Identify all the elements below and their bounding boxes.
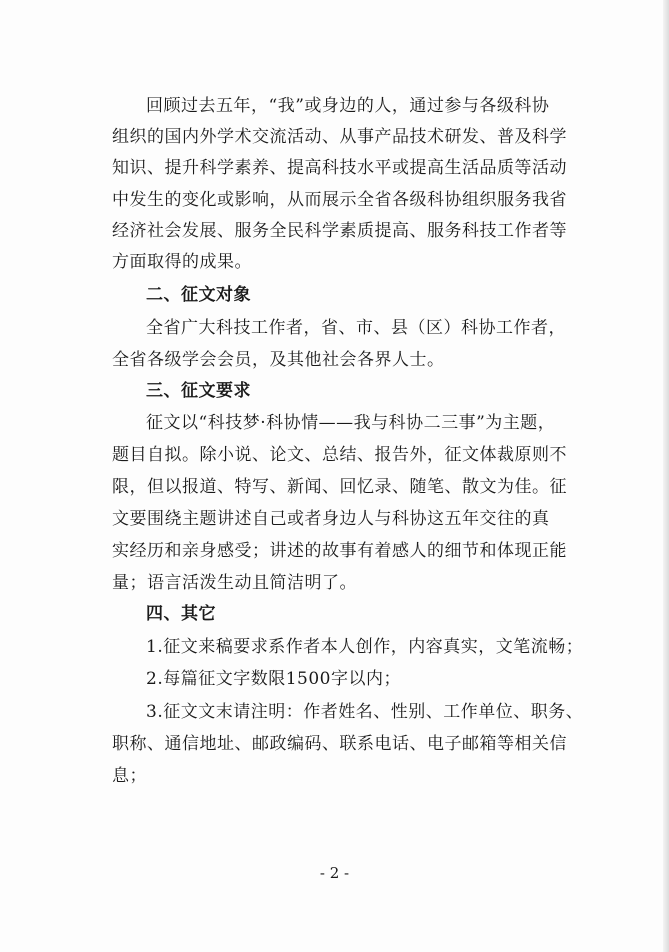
section-heading-participants: 二、征文对象 xyxy=(146,285,251,305)
paragraph-line: 限，但以报道、特写、新闻、回忆录、随笔、散文为佳。征 xyxy=(112,477,567,497)
paragraph-line: 中发生的变化或影响，从而展示全省各级科协组织服务我省 xyxy=(112,190,567,210)
paragraph-line: 全省各级学会会员，及其他社会各界人士。 xyxy=(112,350,445,370)
paragraph-line: 3.征文文末请注明：作者姓名、性别、工作单位、职务、 xyxy=(146,702,584,722)
paragraph-line: 知识、提升科学素养、提高科技水平或提高生活品质等活动 xyxy=(112,158,567,178)
paragraph-line: 文要围绕主题讲述自己或者身边人与科协这五年交往的真 xyxy=(112,509,550,529)
paragraph-line: 回顾过去五年，“我”或身边的人，通过参与各级科协 xyxy=(146,96,550,116)
paragraph-line: 题目自拟。除小说、论文、总结、报告外，征文体裁原则不 xyxy=(112,445,567,465)
paragraph-line: 经济社会发展、服务全民科学素质提高、服务科技工作者等 xyxy=(112,221,567,241)
paragraph-line: 方面取得的成果。 xyxy=(112,252,252,272)
page-number: - 2 - xyxy=(319,864,350,882)
paragraph-line: 量；语言活泼生动且简洁明了。 xyxy=(112,573,357,593)
paragraph-line: 息； xyxy=(112,766,147,786)
paragraph-line: 职称、通信地址、邮政编码、联系电话、电子邮箱等相关信 xyxy=(112,734,567,754)
paragraph-line: 2.每篇征文字数限1500字以内； xyxy=(146,669,401,689)
page-edge-shadow xyxy=(663,0,669,952)
paragraph-line: 1.征文来稿要求系作者本人创作，内容真实，文笔流畅； xyxy=(146,637,584,657)
paragraph-line: 组织的国内外学术交流活动、从事产品技术研发、普及科学 xyxy=(112,127,567,147)
paragraph-line: 全省广大科技工作者，省、市、县（区）科协工作者， xyxy=(146,318,566,338)
paragraph-line: 实经历和亲身感受；讲述的故事有着感人的细节和体现正能 xyxy=(112,541,567,561)
section-heading-other: 四、其它 xyxy=(146,604,216,624)
section-heading-requirements: 三、征文要求 xyxy=(146,381,251,401)
paragraph-line: 征文以“科技梦·科协情——我与科协二三事”为主题， xyxy=(146,413,556,433)
